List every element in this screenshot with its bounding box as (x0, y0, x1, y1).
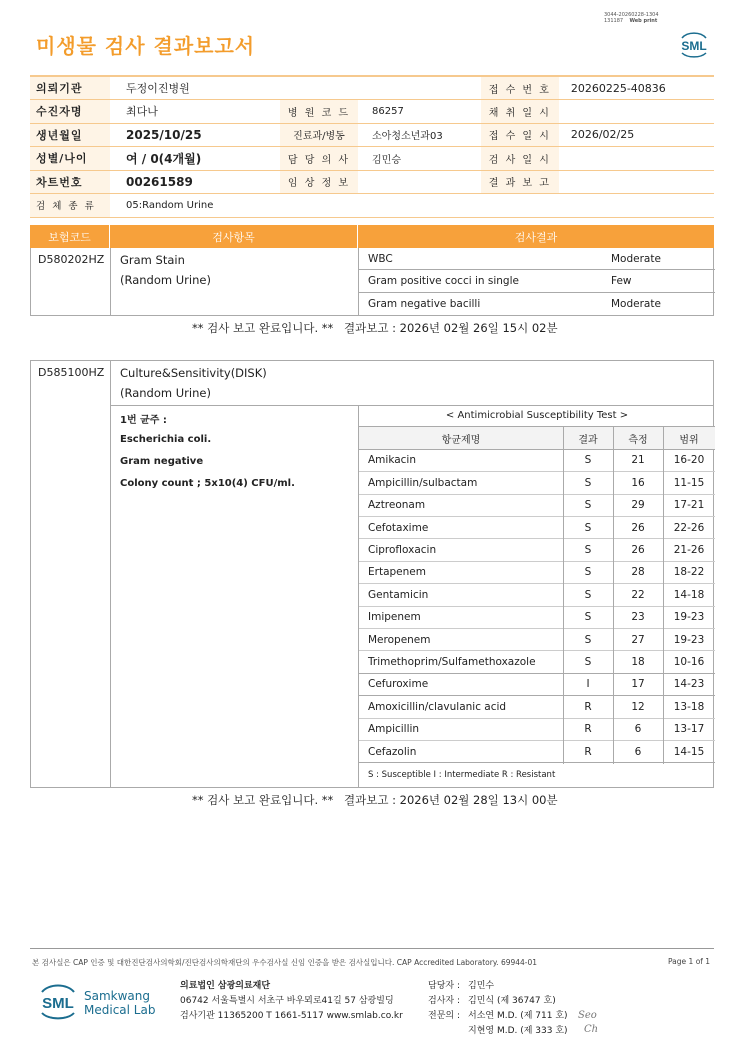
gram-notice: ** 검사 보고 완료입니다. ** (192, 321, 334, 335)
doctor-value: 김민승 (358, 147, 481, 171)
ast-result: S (584, 611, 592, 624)
organism-gram: Gram negative (120, 456, 204, 467)
gram-result-name: Gram negative bacilli (368, 297, 481, 310)
ast-result: S (584, 544, 592, 557)
ast-measure: 28 (631, 566, 645, 579)
gram-result-name: Gram positive cocci in single (368, 275, 519, 288)
gram-result-value: Few (611, 275, 632, 288)
ast-result: S (584, 588, 592, 601)
ast-measure: 6 (634, 745, 642, 758)
ast-row (359, 741, 715, 763)
gram-result-row (359, 270, 715, 292)
header-item: 검사항목 (110, 225, 358, 248)
ast-row (359, 495, 715, 517)
name-value: 최다나 (110, 100, 280, 124)
ast-row (359, 651, 715, 673)
colony-count: Colony count ; 5x10(4) CFU/ml. (120, 478, 295, 489)
ast-row (359, 539, 715, 561)
print-code-line1: 3044-20260228-1304 (604, 12, 659, 18)
ast-row (359, 696, 715, 718)
ast-result: S (584, 499, 592, 512)
org-name: 의료법인 삼광의료재단 (180, 981, 271, 991)
ast-antibiotic-name: Amoxicillin/clavulanic acid (368, 700, 507, 713)
culture-notice: ** 검사 보고 완료입니다. ** (192, 793, 334, 807)
ast-antibiotic-name: Amikacin (368, 454, 417, 467)
ast-antibiotic-name: Ciprofloxacin (368, 544, 437, 557)
footer-cert: 본 검사실은 CAP 인증 및 대한진단검사의학회/진단검사의학재단의 우수검사실 신임 인증을 받은 검사실입니다. CAP Accredited Laboratory. 69944-01 (32, 958, 538, 967)
org-info (180, 979, 403, 1024)
ast-range: 11-15 (673, 476, 705, 489)
organism-name: Escherichia coli. (120, 434, 212, 445)
specimen-value: 05:Random Urine (110, 194, 714, 218)
report-label: 결 과 보 고 (481, 170, 559, 194)
signature-2: Ch (584, 1024, 599, 1035)
gram-result-row (359, 293, 715, 315)
ast-range: 14-23 (673, 678, 705, 691)
ast-result: S (584, 566, 592, 579)
sml-footer-logo-icon (36, 980, 80, 1024)
ast-row (359, 629, 715, 651)
staff-name: 서소연 M.D. (제 711 호) (468, 1011, 568, 1021)
specimen-label: 검 체 종 류 (30, 194, 110, 218)
ast-result: R (584, 745, 592, 758)
gram-result-value: Moderate (611, 297, 661, 310)
gram-code: D580202HZ (38, 253, 105, 266)
result-table-header (30, 225, 714, 248)
gram-result-name: WBC (368, 252, 393, 265)
gram-result-value: Moderate (611, 252, 661, 265)
page-title: 미생물 검사 결과보고서 (36, 34, 256, 58)
ast-measure: 27 (631, 633, 645, 646)
collect-date-value (559, 100, 714, 124)
ast-measure: 17 (631, 678, 645, 691)
page-number: Page 1 of 1 (668, 957, 711, 966)
organism-label: 1번 균주 : (120, 415, 167, 426)
test-date-value (559, 147, 714, 171)
clinical-value (358, 170, 481, 194)
ast-range: 17-21 (673, 499, 705, 512)
culture-item-sub: (Random Urine) (120, 386, 211, 400)
ast-row (359, 607, 715, 629)
ast-range: 13-17 (673, 723, 705, 736)
gram-item: Gram Stain (120, 253, 185, 267)
gram-report-time: 결과보고 : 2026년 02월 26일 15시 02분 (344, 321, 558, 335)
staff-info (428, 979, 568, 1039)
ast-measure: 22 (631, 588, 645, 601)
birth-label: 생년월일 (30, 123, 110, 147)
sml-logo-icon (676, 30, 712, 60)
ast-result: R (584, 700, 592, 713)
ast-measure: 12 (631, 700, 645, 713)
ast-row (359, 584, 715, 606)
gram-stain-section (30, 248, 714, 316)
clinical-label: 임 상 정 보 (280, 170, 358, 194)
patient-info-table (30, 75, 714, 218)
ast-range: 18-22 (673, 566, 705, 579)
gram-result-row (359, 248, 715, 270)
ast-antibiotic-name: Meropenem (368, 633, 431, 646)
name-label: 수진자명 (30, 100, 110, 124)
ast-measure: 16 (631, 476, 645, 489)
collect-date-label: 채 취 일 시 (481, 100, 559, 124)
ast-header-name: 항균제명 (441, 434, 481, 446)
header-result: 검사결과 (514, 230, 558, 244)
gram-item-sub: (Random Urine) (120, 273, 211, 287)
hospital-code-label: 병 원 코 드 (280, 100, 358, 124)
ast-antibiotic-name: Cefotaxime (368, 521, 429, 534)
ast-antibiotic-name: Ampicillin/sulbactam (368, 476, 478, 489)
dept-value: 소아청소년과03 (358, 123, 481, 147)
ast-row (359, 450, 715, 472)
print-code (604, 12, 659, 24)
ast-header-measure: 측정 (628, 434, 648, 446)
footer-logo-text (84, 989, 155, 1017)
report-value (559, 170, 714, 194)
ast-result: I (586, 678, 590, 691)
requester-value: 두정이진병원 (110, 76, 481, 100)
birth-value: 2025/10/25 (110, 123, 280, 147)
ast-antibiotic-name: Ampicillin (368, 723, 420, 736)
print-code-line2: 131187 (604, 18, 624, 24)
ast-result: S (584, 476, 592, 489)
ast-antibiotic-name: Aztreonam (368, 499, 426, 512)
org-address: 06742 서울특별시 서초구 바우뫼로41길 57 삼광빌딩 (180, 996, 394, 1006)
receipt-no-label: 접 수 번 호 (481, 76, 559, 100)
culture-section (30, 360, 714, 788)
ast-result: R (584, 723, 592, 736)
ast-antibiotic-name: Imipenem (368, 611, 421, 624)
ast-header-range: 범위 (679, 434, 699, 446)
signature-1: Seo (578, 1010, 597, 1021)
ast-result: S (584, 633, 592, 646)
ast-range: 19-23 (673, 633, 705, 646)
sex-age-label: 성별/나이 (30, 147, 110, 171)
ast-row (359, 517, 715, 539)
chart-no-value: 00261589 (110, 170, 280, 194)
ast-antibiotic-name: Trimethoprim/Sulfamethoxazole (368, 656, 536, 669)
ast-antibiotic-name: Ertapenem (368, 566, 426, 579)
ast-range: 13-18 (673, 700, 705, 713)
requester-label: 의뢰기관 (30, 76, 110, 100)
hospital-code-value: 86257 (358, 100, 481, 124)
ast-result: S (584, 656, 592, 669)
staff-name: 김민수 (468, 981, 495, 991)
receipt-date-label: 접 수 일 시 (481, 123, 559, 147)
dept-label: 진료과/병동 (280, 123, 358, 147)
ast-title: < Antimicrobial Susceptibility Test > (359, 405, 715, 427)
ast-result: S (584, 454, 592, 467)
sml-logo-text: SML (681, 39, 707, 53)
staff-role: 전문의 : (428, 1011, 460, 1021)
ast-range: 22-26 (673, 521, 705, 534)
culture-item: Culture&Sensitivity(DISK) (120, 366, 267, 380)
ast-measure: 23 (631, 611, 645, 624)
staff-role: 담당자 : (428, 981, 460, 991)
doctor-label: 담 당 의 사 (280, 147, 358, 171)
culture-code: D585100HZ (38, 366, 105, 379)
staff-name: 김민식 (제 36747 호) (468, 996, 556, 1006)
ast-range: 10-16 (673, 656, 705, 669)
ast-range: 16-20 (673, 454, 705, 467)
receipt-no-value: 20260225-40836 (559, 76, 714, 100)
footer-logo-line2: Medical Lab (84, 1003, 156, 1017)
ast-antibiotic-name: Cefuroxime (368, 678, 429, 691)
ast-antibiotic-name: Cefazolin (368, 745, 417, 758)
sex-age-value: 여 / 0(4개월) (110, 147, 280, 171)
footer-logo-line1: Samkwang (84, 989, 150, 1003)
footer-divider (30, 948, 714, 949)
ast-measure: 29 (631, 499, 645, 512)
header-code: 보험코드 (30, 225, 110, 248)
web-print-label: Web print (629, 18, 658, 24)
ast-measure: 26 (631, 544, 645, 557)
chart-no-label: 차트번호 (30, 170, 110, 194)
ast-row (359, 562, 715, 584)
ast-measure: 26 (631, 521, 645, 534)
ast-range: 14-15 (673, 745, 705, 758)
ast-legend: S : Susceptible I : Intermediate R : Resistant (368, 770, 556, 780)
ast-header-row (359, 427, 715, 449)
ast-range: 21-26 (673, 544, 705, 557)
receipt-date-value: 2026/02/25 (559, 123, 714, 147)
ast-result: S (584, 521, 592, 534)
ast-header-result: 결과 (578, 434, 598, 446)
ast-row (359, 472, 715, 494)
culture-report-time: 결과보고 : 2026년 02월 28일 13시 00분 (344, 793, 558, 807)
staff-name: 지현영 M.D. (제 333 호) (468, 1026, 568, 1036)
test-date-label: 검 사 일 시 (481, 147, 559, 171)
org-contact: 검사기관 11365200 T 1661-5117 www.smlab.co.kr (180, 1011, 403, 1021)
ast-measure: 6 (634, 723, 642, 736)
ast-range: 14-18 (673, 588, 705, 601)
ast-range: 19-23 (673, 611, 705, 624)
ast-row (359, 719, 715, 741)
staff-role: 검사자 : (428, 996, 460, 1006)
ast-measure: 21 (631, 454, 645, 467)
ast-measure: 18 (631, 656, 645, 669)
sml-footer-logo-text: SML (42, 995, 74, 1012)
ast-antibiotic-name: Gentamicin (368, 588, 429, 601)
ast-row (359, 674, 715, 696)
